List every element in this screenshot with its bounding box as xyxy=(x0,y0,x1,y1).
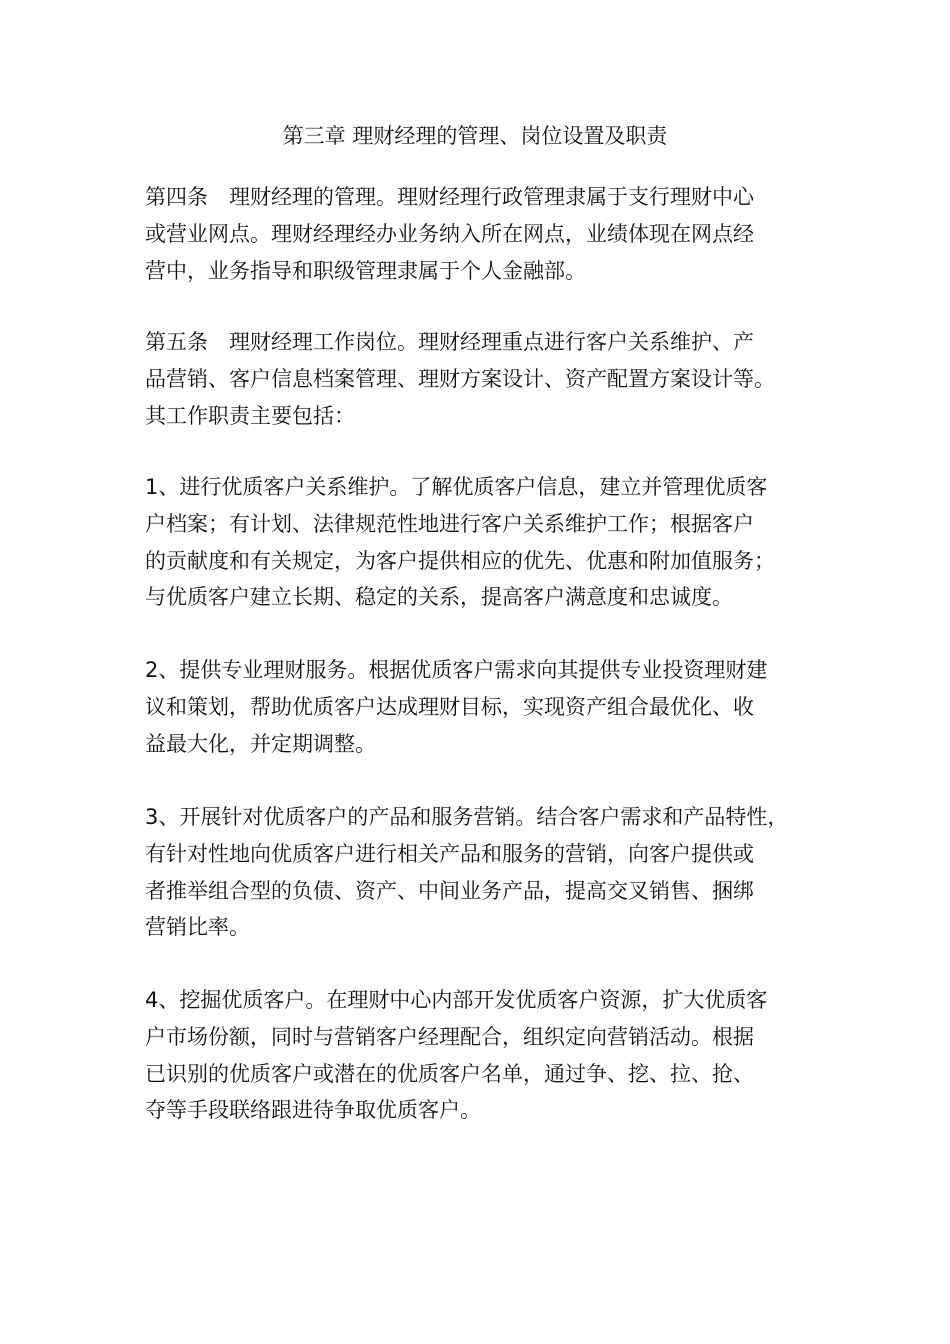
paragraph-line: 第五条 理财经理工作岗位。理财经理重点进行客户关系维护、产 xyxy=(145,330,754,354)
paragraph-duty-1 xyxy=(145,469,825,616)
paragraph-duty-3 xyxy=(145,799,825,946)
chapter-title: 第三章 理财经理的管理、岗位设置及职责 xyxy=(282,124,668,148)
paragraph-line: 营销比率。 xyxy=(145,915,250,940)
paragraph-line: 4、挖掘优质客户。在理财中心内部开发优质客户资源，扩大优质客 xyxy=(145,988,768,1012)
paragraph-line: 有针对性地向优质客户进行相关产品和服务的营销，向客户提供或 xyxy=(145,841,754,866)
paragraph-line: 夺等手段联络跟进待争取优质客户。 xyxy=(145,1098,481,1123)
paragraph-article-5 xyxy=(145,324,825,434)
paragraph-line: 或营业网点。理财经理经办业务纳入所在网点，业绩体现在网点经 xyxy=(145,221,754,246)
paragraph-duty-4 xyxy=(145,982,825,1129)
paragraph-line: 者推举组合型的负债、资产、中间业务产品，提高交叉销售、捆绑 xyxy=(145,878,754,903)
paragraph-line: 议和策划，帮助优质客户达成理财目标，实现资产组合最优化、收 xyxy=(145,694,754,719)
paragraph-line: 品营销、客户信息档案管理、理财方案设计、资产配置方案设计等。 xyxy=(145,366,775,391)
paragraph-line: 的贡献度和有关规定，为客户提供相应的优先、优惠和附加值服务； xyxy=(145,548,775,573)
paragraph-article-4 xyxy=(145,179,825,289)
paragraph-line: 2、提供专业理财服务。根据优质客户需求向其提供专业投资理财建 xyxy=(145,658,768,682)
paragraph-line: 益最大化，并定期调整。 xyxy=(145,731,376,756)
paragraph-line: 3、开展针对优质客户的产品和服务营销。结合客户需求和产品特性， xyxy=(145,805,789,829)
paragraph-duty-2 xyxy=(145,652,825,762)
paragraph-line: 营中，业务指导和职级管理隶属于个人金融部。 xyxy=(145,258,586,283)
paragraph-line: 其工作职责主要包括： xyxy=(145,403,355,428)
paragraph-line: 户市场份额，同时与营销客户经理配合，组织定向营销活动。根据 xyxy=(145,1024,754,1049)
paragraph-line: 第四条 理财经理的管理。理财经理行政管理隶属于支行理财中心 xyxy=(145,185,754,209)
paragraph-line: 户档案；有计划、法律规范性地进行客户关系维护工作；根据客户 xyxy=(145,511,754,536)
paragraph-line: 已识别的优质客户或潜在的优质客户名单，通过争、挖、拉、抢、 xyxy=(145,1061,754,1086)
paragraph-line: 与优质客户建立长期、稳定的关系，提高客户满意度和忠诚度。 xyxy=(145,585,733,610)
paragraph-line: 1、进行优质客户关系维护。了解优质客户信息，建立并管理优质客 xyxy=(145,475,768,499)
